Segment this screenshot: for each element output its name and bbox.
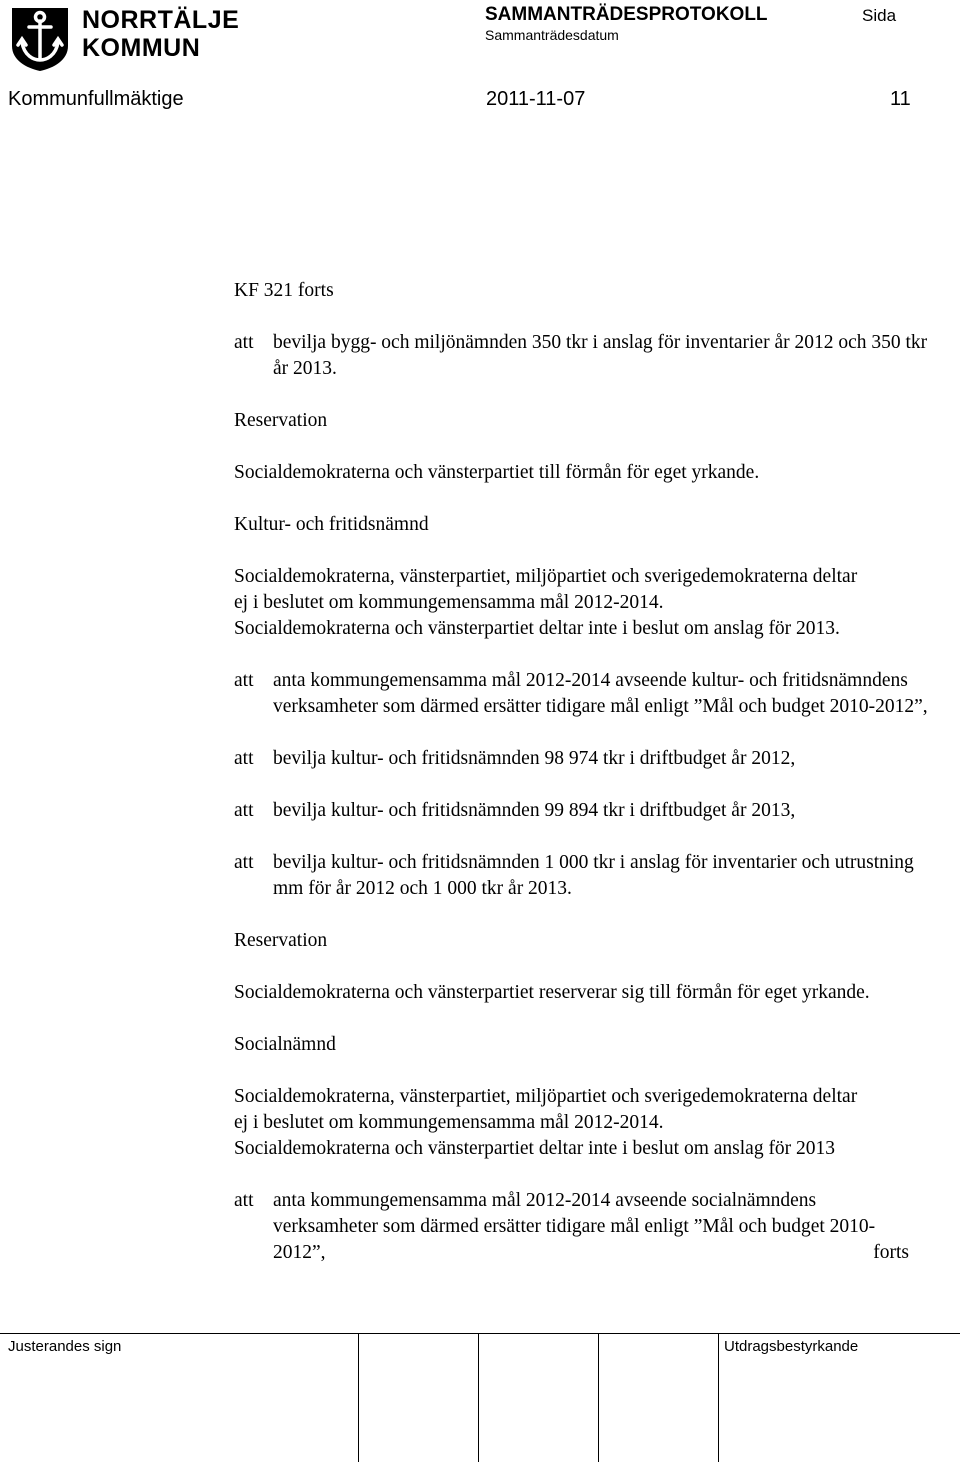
brand-name xyxy=(82,6,239,62)
decision-item xyxy=(234,746,944,772)
decision-text-wrap xyxy=(273,1188,909,1266)
decision-text: bevilja kultur- och fritidsnämnden 99 894 tkr i driftbudget år 2013, xyxy=(273,800,796,821)
brand-line-2: KOMMUN xyxy=(82,34,201,62)
reservation-heading: Reservation xyxy=(234,930,328,951)
paragraph-line: Socialdemokraterna och vänsterpartiet deltar inte i beslut om anslag för 2013. xyxy=(234,618,840,639)
decision-item xyxy=(234,668,944,720)
section-title-social: Socialnämnd xyxy=(234,1034,336,1055)
paragraph-line: Socialdemokraterna och vänsterpartiet deltar inte i beslut om anslag för 2013 xyxy=(234,1138,836,1159)
certification-label: Utdragsbestyrkande xyxy=(724,1338,859,1355)
meeting-date: 2011-11-07 xyxy=(486,88,586,110)
signature-box-divider xyxy=(358,1333,359,1462)
reservation-heading: Reservation xyxy=(234,410,328,431)
att-marker: att xyxy=(234,670,254,691)
protocol-content xyxy=(234,278,944,1266)
governing-body: Kommunfullmäktige xyxy=(8,88,184,110)
paragraph-line: Socialdemokraterna, vänsterpartiet, miljöpartiet och sverigedemokraterna deltar xyxy=(234,566,858,587)
decision-item xyxy=(234,1188,944,1266)
reservation-text: Socialdemokraterna och vänsterpartiet till förmån för eget yrkande. xyxy=(234,462,760,483)
att-marker: att xyxy=(234,800,254,821)
decision-text: anta kommungemensamma mål 2012-2014 avseende socialnämndens verksamheter som därmed ersätter tidigare mål enligt ”Mål och budget 2010-2012”, xyxy=(273,1190,876,1263)
signature-box-divider xyxy=(598,1333,599,1462)
decision-text: bevilja kultur- och fritidsnämnden 1 000 tkr i anslag för inventarier och utrustning mm för år 2012 och 1 000 tkr år 2013. xyxy=(273,852,914,899)
continued-marker: forts xyxy=(873,1242,909,1263)
page-label: Sida xyxy=(862,6,897,25)
paragraph-line: ej i beslutet om kommungemensamma mål 2012-2014. xyxy=(234,592,664,613)
paragraph-line: ej i beslutet om kommungemensamma mål 2012-2014. xyxy=(234,1112,664,1133)
anchor-logo-icon xyxy=(8,6,72,72)
page-number: 11 xyxy=(890,88,911,110)
brand-line-1: NORRTÄLJE xyxy=(82,6,240,34)
att-marker: att xyxy=(234,332,254,353)
decision-text: bevilja bygg- och miljönämnden 350 tkr i anslag för inventarier år 2012 och 350 tkr år 2013. xyxy=(273,332,928,379)
att-marker: att xyxy=(234,852,254,873)
footer-divider xyxy=(0,1333,960,1334)
meeting-date-label: Sammanträdesdatum xyxy=(485,27,619,43)
signature-label: Justerandes sign xyxy=(8,1338,122,1355)
section-title-kultur: Kultur- och fritidsnämnd xyxy=(234,514,429,535)
att-marker: att xyxy=(234,748,254,769)
signature-box-divider xyxy=(478,1333,479,1462)
paragraph-line: Socialdemokraterna, vänsterpartiet, miljöpartiet och sverigedemokraterna deltar xyxy=(234,1086,858,1107)
decision-item xyxy=(234,850,944,902)
decision-item xyxy=(234,330,944,382)
signature-box-divider xyxy=(718,1333,719,1462)
decision-text: anta kommungemensamma mål 2012-2014 avseende kultur- och fritidsnämndens verksamheter som därmed ersätter tidigare mål enligt ”Mål och budget 2010-2012”, xyxy=(273,670,928,717)
section-heading: KF 321 forts xyxy=(234,280,334,301)
decision-text: bevilja kultur- och fritidsnämnden 98 974 tkr i driftbudget år 2012, xyxy=(273,748,796,769)
reservation-text: Socialdemokraterna och vänsterpartiet reserverar sig till förmån för eget yrkande. xyxy=(234,982,870,1003)
decision-item xyxy=(234,798,944,824)
document-title: SAMMANTRÄDESPROTOKOLL xyxy=(485,4,768,25)
att-marker: att xyxy=(234,1190,254,1211)
